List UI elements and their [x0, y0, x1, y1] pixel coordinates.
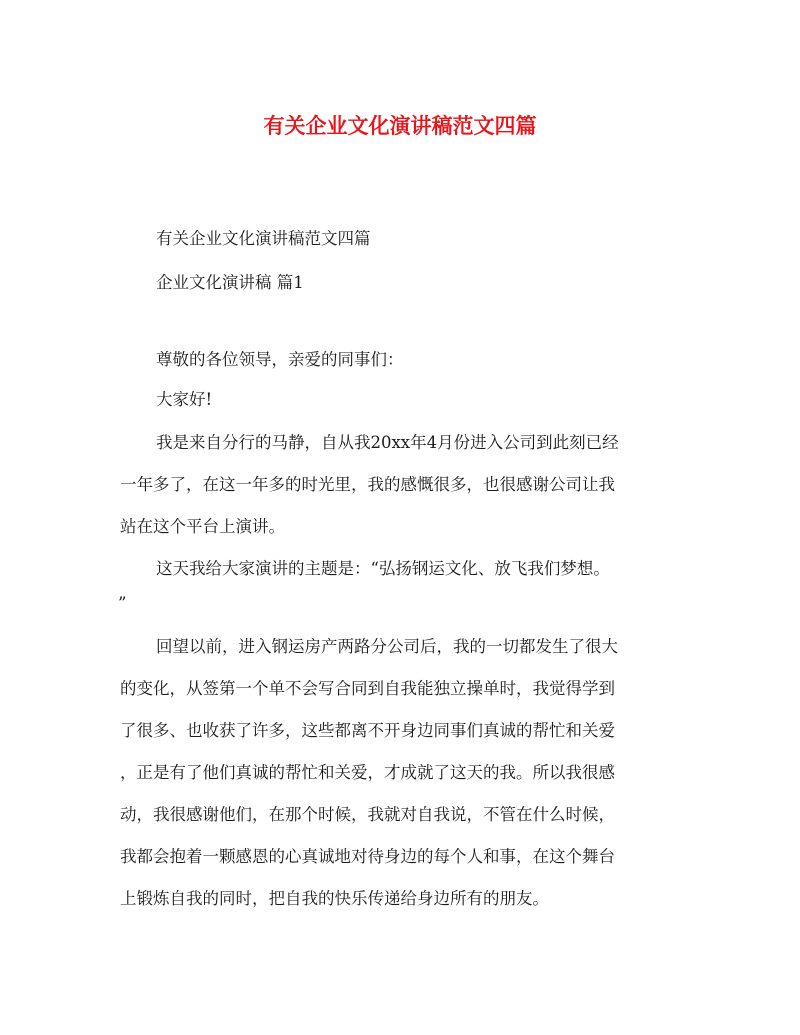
paragraph-line: ，正是有了他们真诚的帮忙和关爱，才成就了这天的我。所以我很感	[120, 763, 615, 782]
paragraph-line: 站在这个平台上演讲。	[120, 517, 285, 536]
paragraph-line: 一年多了，在这一年多的时光里，我的感慨很多，也很感谢公司让我	[120, 475, 615, 494]
document-title: 有关企业文化演讲稿范文四篇	[263, 113, 537, 138]
paragraph-line: ”	[118, 594, 127, 613]
greeting-line: 大家好!	[156, 390, 213, 409]
paragraph-line: 回望以前，进入钢运房产两路分公司后，我的一切都发生了很大	[156, 637, 618, 656]
paragraph-line: 的变化，从签第一个单不会写合同到自我能独立操单时，我觉得学到	[120, 679, 615, 698]
paragraph-line: 我都会抱着一颗感恩的心真诚地对待身边的每个人和事，在这个舞台	[120, 847, 615, 866]
heading-line: 有关企业文化演讲稿范文四篇	[156, 229, 371, 248]
paragraph-line: 我是来自分行的马静，自从我20xx年4月份进入公司到此刻已经	[156, 433, 619, 452]
paragraph-line: 上锻炼自我的同时，把自我的快乐传递给身边所有的朋友。	[120, 889, 549, 908]
section-heading: 企业文化演讲稿 篇1	[156, 273, 304, 292]
greeting-line: 尊敬的各位领导，亲爱的同事们：	[156, 350, 404, 369]
paragraph-line: 了很多、也收获了许多，这些都离不开身边同事们真诚的帮忙和关爱	[120, 721, 615, 740]
paragraph-line: 动，我很感谢他们，在那个时候，我就对自我说，不管在什么时候，	[120, 805, 615, 824]
paragraph-line: 这天我给大家演讲的主题是：“弘扬钢运文化、放飞我们梦想。	[156, 559, 610, 578]
